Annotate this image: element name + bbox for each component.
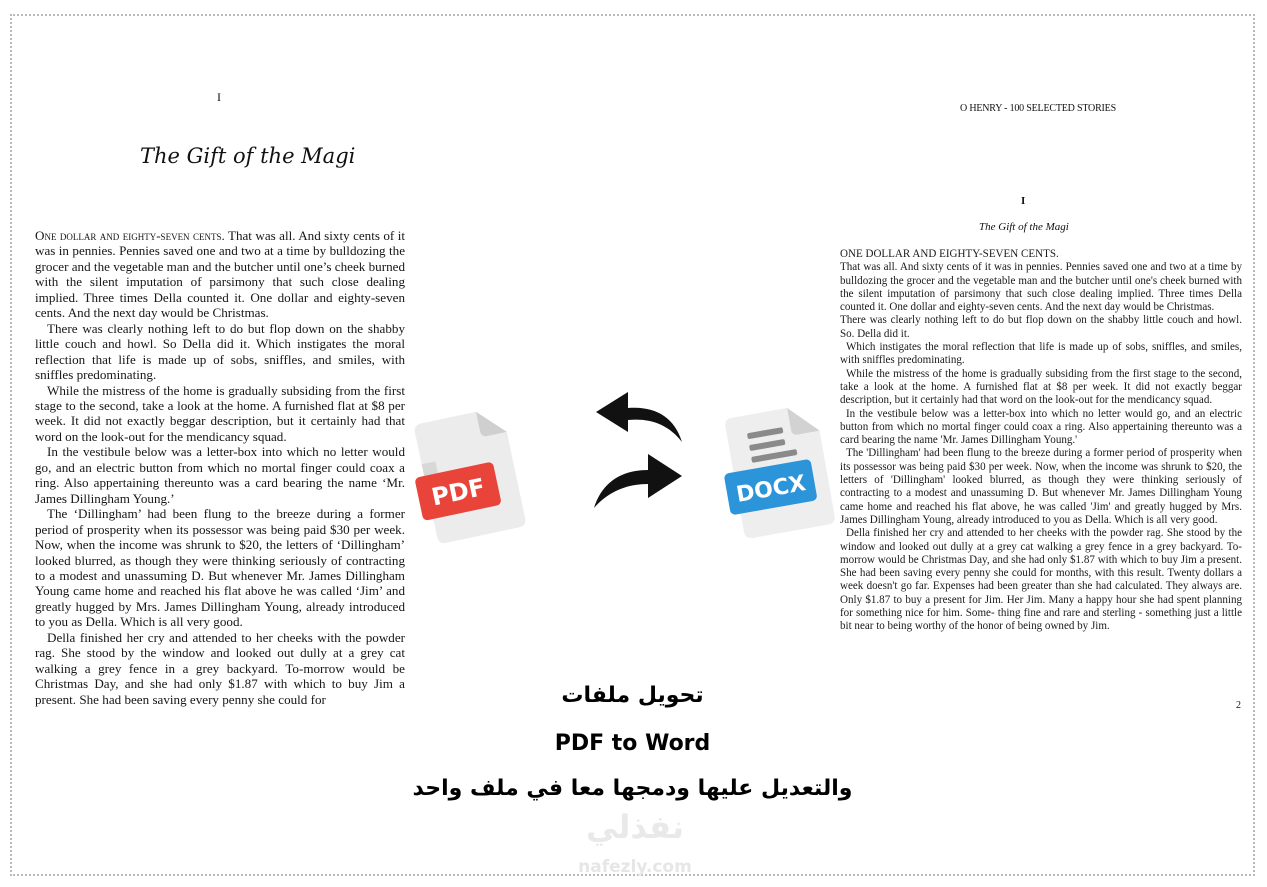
word-running-header: O HENRY - 100 SELECTED STORIES <box>960 103 1116 114</box>
caption-pdf-to-word: PDF to Word <box>554 731 711 756</box>
word-page-number: 2 <box>1236 700 1241 711</box>
watermark-logo-arabic: نفذلي <box>586 808 684 846</box>
word-story-body <box>840 248 1242 678</box>
pdf-story-body <box>35 228 405 746</box>
pdf-icon-label: PDF <box>429 472 488 512</box>
word-paragraph: That was all. And sixty cents of it was in pennies. Pennies saved one and two at a time by bulldozing the grocer and the vegetable man and the butcher until one's cheek burned with the silent imputation of parsimony that such close dealing implied. Three times Della counted it. One dollar and eighty-seven cents. And the next day would be Christmas. <box>840 261 1242 314</box>
word-paragraph: Della finished her cry and attended to her cheeks with the powder rag. She stood by the window and looked out dully at a grey cat walking a grey fence in a grey backyard. To-morrow would be Christmas Day, and she had only $1.87 with which to buy Jim a present. She had been saving every penny she could for months, with this result. Twenty dollars a week doesn't go far. Expenses had been greater than she had calculated. They always are. Only $1.87 to buy a present for Jim. Her Jim. Many a happy hour she had spent planning for something nice for him. Some- thing fine and rare and sterling - something just a little bit near to being worthy of the honor of being owned by Jim. <box>840 527 1242 633</box>
word-paragraph: There was clearly nothing left to do but flop down on the shabby little couch and howl. So. Della did it. <box>840 314 1242 340</box>
pdf-page-number: I <box>217 90 221 104</box>
pdf-paragraph <box>35 228 405 321</box>
word-paragraph: In the vestibule below was a letter-box into which no letter would go, and an electric button from which no mortal finger could coax a ring. Also appertaining thereunto was a card bearing the name 'Mr. James Dillingham Young.' <box>840 407 1242 447</box>
caption-arabic-title: تحويل ملفات <box>561 683 704 708</box>
word-paragraph: While the mistress of the home is gradually subsiding from the first stage to the second, take a look at the home. A furnished flat at $8 per week. It did not exactly beggar description, but it certainly had that word on the look-out for the mendicancy squad. <box>840 367 1242 407</box>
pdf-paragraph: In the vestibule below was a letter-box into which no letter would go, and an electric button from which no mortal finger could coax a ring. Also appertaining thereunto was a card bearing the name ‘Mr. James Dillingham Young.’ <box>35 444 405 506</box>
word-story-title: The Gift of the Magi <box>979 221 1069 233</box>
word-paragraph: Which instigates the moral reflection that life is made up of sobs, sniffles, and smiles, with sniffles predominating. <box>840 341 1242 367</box>
pdf-paragraph: Della finished her cry and attended to her cheeks with the powder rag. She stood by the window and looked out dully at a grey cat walking a grey fence in a grey backyard. To-morrow would be Christmas Day, and she had only $1.87 with which to buy Jim a present. She had been saving every penny she could for <box>35 629 405 707</box>
watermark-logo-url: nafezly.com <box>578 857 692 877</box>
pdf-paragraph: The ‘Dillingham’ had been flung to the breeze during a former period of prosperity when its possessor was being paid $30 per week. Now, when the income was shrunk to $20, the letters of ‘Dillingham’ looked blurred, as though they were thinking seriously of contracting to a modest and unassuming D. But whenever Mr. James Dillingham Young came home and reached his flat above he was called ‘Jim’ and greatly hugged by Mrs. James Dillingham Young, already introduced to you as Della. Which is all very good. <box>35 506 405 630</box>
docx-icon-label: DOCX <box>734 471 808 508</box>
caption-arabic-subtitle: والتعديل عليها ودمجها معا في ملف واحد <box>412 776 853 801</box>
curved-arrow-right-icon <box>592 452 684 518</box>
curved-arrow-left-icon <box>592 384 684 450</box>
pdf-paragraph: While the mistress of the home is gradually subsiding from the first stage to the second, take a look at the home. A furnished flat at $8 per week. It did not exactly beggar description, but it certainly had that word on the look-out for the mendicancy squad. <box>35 382 405 444</box>
word-paragraph: ONE DOLLAR AND EIGHTY-SEVEN CENTS. <box>840 248 1059 260</box>
pdf-paragraph-text: That was all. And sixty cents of it was in pennies. Pennies saved one and two at a time by bulldozing the grocer and the vegetable man and the butcher until one’s cheek burned with the silent imputation of parsimony that such close dealing implied. Three times Della counted it. One dollar and eighty-seven cents. And the next day would be Christmas. <box>35 228 405 321</box>
word-paragraph: The 'Dillingham' had been flung to the breeze during a former period of prosperity when its possessor was being paid $30 per week. Now, when the income was shrunk to $20, the letters of 'Dillingham' looked blurred, as though they were thinking seriously of contracting to a modest and unassuming D. But whenever Mr. James Dillingham Young came home and reached his flat above, he was called 'Jim' and greatly hugged by Mrs. James Dillingham Young, already introduced to you as Della. Which is all very good. <box>840 447 1242 526</box>
word-chapter-number: I <box>1021 195 1026 207</box>
pdf-opening-small-caps: One dollar and eighty-seven cents. <box>35 228 225 243</box>
pdf-paragraph: There was clearly nothing left to do but flop down on the shabby little couch and howl. So Della did it. Which instigates the moral reflection that life is made up of sobs, sniffles, and smiles, with sniffles predominating. <box>35 320 405 383</box>
pdf-story-title: The Gift of the Magi <box>140 144 356 168</box>
